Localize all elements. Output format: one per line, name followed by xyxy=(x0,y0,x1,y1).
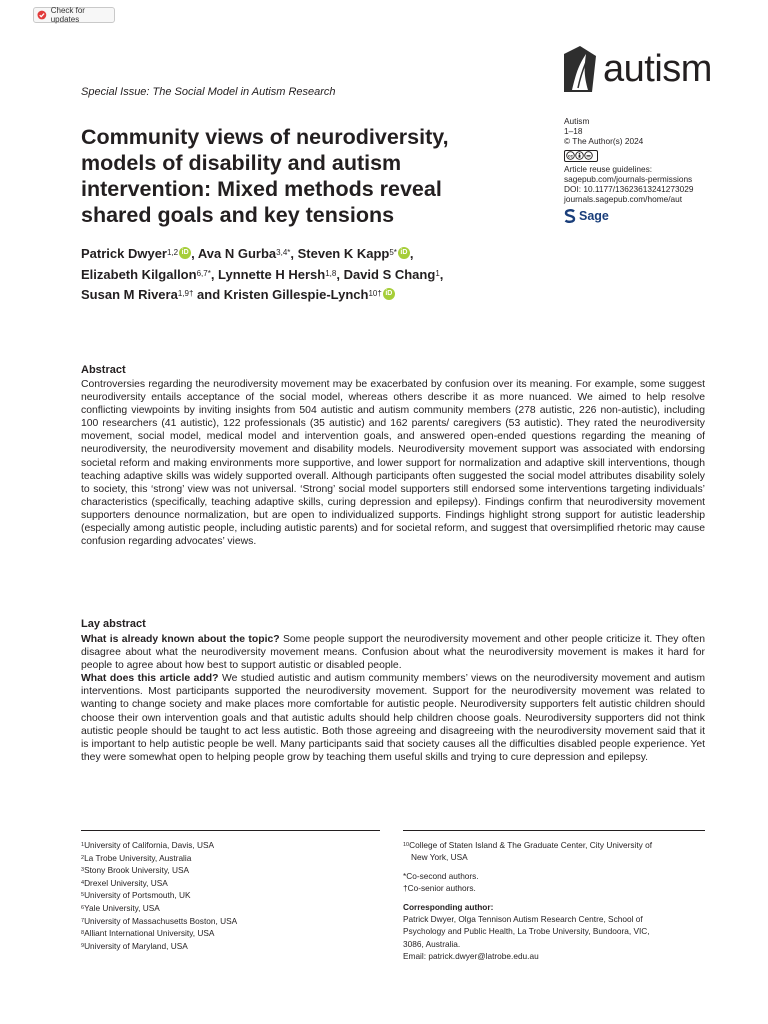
reuse-guidelines: Article reuse guidelines: xyxy=(564,164,653,174)
orcid-icon[interactable]: iD xyxy=(383,288,395,300)
affiliation: $^4$Drexel University, USA xyxy=(81,877,168,888)
corresponding-author-line: 3086, Australia. xyxy=(403,938,461,949)
affiliations-left xyxy=(81,839,381,952)
co-senior-note: †Co-senior authors. xyxy=(403,883,476,894)
footnote-divider-left xyxy=(81,830,380,831)
autism-logo-icon xyxy=(562,44,604,94)
lay-question-1: What is already known about the topic? xyxy=(81,634,280,645)
author-6: David S Chang$^1$, xyxy=(343,266,444,282)
lay-question-2: What does this article add? xyxy=(81,673,219,685)
journal-name: Autism xyxy=(564,116,590,126)
publisher-name: Sage xyxy=(579,209,609,223)
affiliation: $^5$University of Portsmouth, UK xyxy=(81,890,191,901)
affiliation: $^8$Alliant International University, USA xyxy=(81,928,215,939)
author-2: Ava N Gurba$^{3,4*}$, xyxy=(197,246,298,261)
abstract-heading: Abstract xyxy=(81,364,126,376)
affiliation-10: $^{10}$College of Staten Island & The Graduate Center, City University of xyxy=(403,840,653,850)
cc-label: cc xyxy=(567,153,574,159)
affiliation: $^3$Stony Brook University, USA xyxy=(81,865,190,876)
doi[interactable]: DOI: 10.1177/13623613241273029 xyxy=(564,184,694,194)
special-issue-label: Special Issue: The Social Model in Autism Research xyxy=(81,86,336,98)
orcid-icon[interactable]: iD xyxy=(398,247,410,259)
creative-commons-icon xyxy=(564,150,598,162)
affiliation: $^9$University of Maryland, USA xyxy=(81,940,188,951)
author-3: Steven K Kapp$^{5*}$ iD , xyxy=(297,246,414,261)
check-for-updates-button[interactable] xyxy=(33,7,115,23)
check-for-updates-label: Check for updates xyxy=(50,6,85,24)
lay-abstract-heading: Lay abstract xyxy=(81,618,146,630)
affiliation-10-cont: New York, USA xyxy=(411,852,468,863)
author-7: Susan M Rivera$^{1,9\dagger}$ and xyxy=(81,287,224,302)
affiliation: $^2$La Trobe University, Australia xyxy=(81,852,192,863)
corresponding-author-line: Patrick Dwyer, Olga Tennison Autism Research Centre, School of xyxy=(403,914,643,925)
author-4: Elizabeth Kilgallon$^{6,7*}$, xyxy=(81,266,219,282)
footnote-divider-right xyxy=(403,830,705,831)
affiliation: $^1$University of California, Davis, USA xyxy=(81,840,215,850)
publisher-logo xyxy=(564,209,754,223)
lay-abstract-text xyxy=(81,633,705,764)
orcid-icon[interactable]: iD xyxy=(179,247,191,259)
abstract-text: Controversies regarding the neurodiversity movement may be exacerbated by confusion over its meaning. For example, some suggest neurodiversity entails acceptance of the social model, whereas others describe it as more nuanced. We aimed to help resolve conflicting viewpoints by inviting insights from 504 autistic and autism community members (278 autistic, 226 non-autistic), including 100 researchers (41 autistic), 122 professionals (35 autistic) and 162 parents/ caregivers (53 autistic). They rated the neurodiversity movement, social model, medical model and intervention goals, and answered open-ended questions regarding the meaning of neurodiversity, the neurodiversity movement and disability models. Neurodiversity movement support was associated with endorsing societal reform and making environments more supportive, and lower support for normalization and adaptive skill interventions, though teaching adaptive skills was widely supported overall. Although participants often suggested the social model attributes disability solely to society, this ‘strong’ view was not universal. ‘Strong’ social model supporters still endorsed some interventions targeting individuals’ characteristics (specifically, teaching adaptive skills, curing depression and epilepsy). Findings confirm that neurodiversity movement supporters denounce normalization, but are open to individualized supports. Findings highlight strong support for autistic leadership (especially among autistic people, including autistic parents) and for societal reform, and suggest that oversimplified rhetoric may cause confusion regarding advocates’ views. xyxy=(81,379,705,548)
co-second-note: *Co-second authors. xyxy=(403,870,479,881)
author-list xyxy=(81,244,541,306)
sage-logo-icon xyxy=(564,209,576,223)
corresponding-author-line: Psychology and Public Health, La Trobe University, Bundoora, VIC, xyxy=(403,926,650,937)
journal-logo-text: autism xyxy=(603,48,712,90)
journal-metadata xyxy=(564,116,754,223)
journal-home-link[interactable]: journals.sagepub.com/home/aut xyxy=(564,194,683,204)
corresponding-author-label: Corresponding author: xyxy=(403,901,494,912)
copyright: © The Author(s) 2024 xyxy=(564,136,644,146)
corresponding-author-email[interactable]: Email: patrick.dwyer@latrobe.edu.au xyxy=(403,951,539,962)
permissions-link[interactable]: sagepub.com/journals-permissions xyxy=(564,174,693,184)
author-5: Lynnette H Hersh$^{1,8}$, xyxy=(218,266,344,282)
journal-logo xyxy=(562,40,712,100)
page-range: 1–18 xyxy=(564,126,583,136)
lay-abstract-paragraph-2: What does this article add? We studied autistic and autism community members’ views on the neurodiversity movement and autism interventions. Most participants supported the neurodiversity movement. Support for the neurodiversity movement was related to wanting to change society and make places more comfortable for autistic people. Neurodiversity supporters felt autistic children should choose their own intervention goals and that autistic adults should help children choose goals. Neurodiversity supporters did not think autistic people should be taught to act less autistic. Both those agreeing and disagreeing with the neurodiversity movement said that it is important to help autistic people be well. Many participants said that society causes all the difficulties disabled people experience. Yet they were somewhat open to helping people grow by teaching them useful skills and trying to cure depression and epilepsy. xyxy=(81,673,705,763)
check-updates-icon xyxy=(37,10,47,20)
article-title: Community views of neurodiversity, models of disability and autism intervention: Mixed methods reveal shared goals and key tensions xyxy=(81,125,449,227)
lay-abstract-paragraph-1: What is already known about the topic? Some people support the neurodiversity movement and other people criticize it. They often disagree about what the neurodiversity movement means. Confusion about what the neurodiversity movement is makes it hard for people to agree about how best to support autistic or disabled people. xyxy=(81,634,705,672)
author-1: Patrick Dwyer$^{1,2}$ iD , xyxy=(81,246,198,261)
author-8: Kristen Gillespie-Lynch$^{10\dagger}$ iD xyxy=(224,287,395,302)
affiliation: $^7$University of Massachusetts Boston, USA xyxy=(81,915,238,926)
affiliations-right xyxy=(403,839,703,963)
affiliation: $^6$Yale University, USA xyxy=(81,902,160,913)
